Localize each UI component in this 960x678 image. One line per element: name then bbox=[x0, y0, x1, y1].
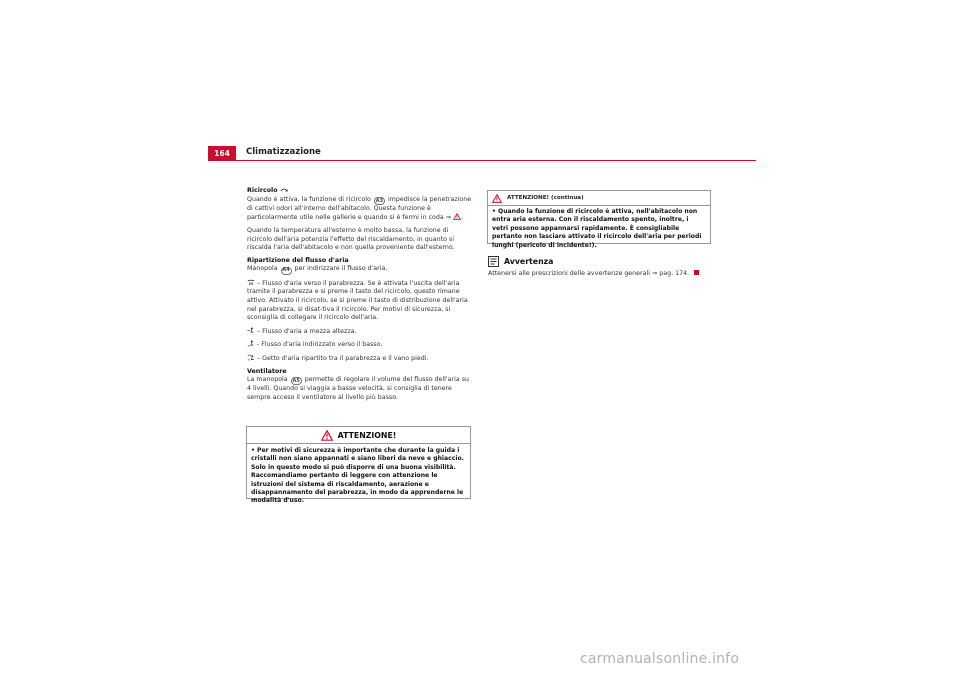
warning-continued-box bbox=[487, 190, 711, 249]
warning-triangle-icon bbox=[321, 430, 333, 441]
ricircolo-title: Ricircolo bbox=[247, 187, 278, 194]
footwell-airflow-icon bbox=[247, 340, 255, 347]
mid-height-airflow-icon bbox=[247, 327, 255, 334]
note-title: Avvertenza bbox=[504, 257, 554, 266]
airflow-item-down-text: - Flusso d'aria indirizzato verso il basso. bbox=[257, 341, 383, 349]
note-paragraph bbox=[488, 270, 728, 277]
warning-header bbox=[247, 427, 470, 444]
chapter-title: Climatizzazione bbox=[246, 147, 321, 157]
airflow-item-windshield bbox=[247, 279, 473, 323]
ricircolo-p1-b: impedisce la penetrazione di cattivi odori all'interno dell'abitacolo. Questa funzione è particolarmente utile nelle gallerie e quando si è fermi in coda ⇒ bbox=[247, 195, 472, 222]
note-icon bbox=[488, 256, 499, 267]
airflow-item-windshield-text: – Flusso d'aria verso il parabrezza. Se è attivata l'uscita dell'aria tramite il parabrezza e si preme il tasto del ricircolo, questo rimane attivo. Attivato il ricircolo, se si preme il tasto di distribuzione dell'aria nel parabrezza, si disat-tiva il ricircolo. Per motivi di sicurezza, si sconsiglia di collegare il ricircolo dell'aria. bbox=[247, 279, 468, 322]
warning-box bbox=[246, 426, 471, 505]
warning-continued-header bbox=[488, 191, 710, 206]
note-text: Attenersi alle prescrizioni delle avvertenze generali ⇒ pag. 174. bbox=[488, 270, 690, 277]
ricircolo-p1-a: Quando è attiva, la funzione di ricircolo bbox=[247, 195, 371, 203]
recirculation-icon bbox=[280, 186, 288, 193]
ventilatore-p-b: permette di regolare il volume del flusso dell'aria su 4 livelli. Quando si viaggia a basse velocità, si consiglia di tenere sempre acceso il ventilatore al livello più basso. bbox=[247, 376, 469, 401]
watermark: carmanualsonline.info bbox=[580, 651, 740, 667]
ripartizione-p-b: per indirizzare il flusso d'aria. bbox=[294, 265, 388, 273]
airflow-item-split-text: – Getto d'aria ripartito tra il parabrezza e il vano piedi. bbox=[257, 354, 429, 362]
ref-a3: A3 bbox=[375, 197, 384, 204]
windshield-footwell-airflow-icon bbox=[247, 354, 255, 361]
airflow-item-mid-text: – Flusso d'aria a mezza altezza. bbox=[257, 327, 357, 335]
windshield-airflow-icon bbox=[247, 279, 255, 286]
header-rule bbox=[208, 160, 756, 161]
ventilatore-title: Ventilatore bbox=[247, 367, 287, 375]
ventilatore-paragraph bbox=[247, 376, 473, 402]
ripartizione-paragraph bbox=[247, 265, 473, 274]
warning-continued-body bbox=[488, 206, 710, 253]
warning-body bbox=[247, 444, 470, 509]
warning-bullet: • bbox=[251, 447, 255, 454]
ricircolo-paragraph-1: Quando è attiva, la funzione di ricircolo A3 impedisce la penetrazione di cattivi odori all'interno dell'abitacolo. Questa funzione è particolarmente utile nelle gallerie e quando si è fermi in coda ⇒ . bbox=[247, 195, 472, 222]
left-column bbox=[247, 186, 473, 407]
airflow-item-split bbox=[247, 354, 473, 364]
ripartizione-title: Ripartizione del flusso d'aria bbox=[247, 256, 349, 264]
note-heading bbox=[488, 256, 553, 267]
ref-a5: A5 bbox=[292, 378, 300, 385]
warning-title: ATTENZIONE! bbox=[337, 430, 397, 440]
warning-continued-text: Quando la funzione di ricircolo è attiva, nell'abitacolo non entra aria esterna. Con il riscaldamento spento, inoltre, i vetri possono appannarsi rapidamente. È consigliabile pertanto non lasciare attivato il ricircolo dell'aria per periodi lunghi (pericolo di incidente!). bbox=[492, 208, 702, 249]
section-end-marker bbox=[694, 270, 699, 275]
ref-a4: A4 bbox=[282, 267, 290, 274]
ripartizione-p-a: Manopola bbox=[247, 265, 278, 273]
warning-text: Per motivi di sicurezza è importante che durante la guida i cristalli non siano appannati e siano liberi da neve e ghiaccio. Solo in questo modo si può disporre di una buona visibilità. Raccomandiamo pertanto di leggere con attenzione le istruzioni del sistema di riscaldamento, aerazione e disappannamento del parabrezza, in modo da apprenderne le modalità d'uso. bbox=[251, 447, 464, 505]
page-number: 164 bbox=[208, 146, 236, 161]
warning-continued-title: ATTENZIONE! (continua) bbox=[507, 195, 584, 201]
ricircolo-heading bbox=[247, 186, 473, 196]
airflow-item-down bbox=[247, 340, 473, 350]
airflow-item-mid bbox=[247, 327, 473, 337]
warning-triangle-icon bbox=[453, 213, 461, 220]
ricircolo-paragraph-2: Quando la temperatura all'esterno è molto bassa, la funzione di ricircolo dell'aria potenzia l'effetto del riscaldamento, in quanto si riscalda l'aria dell'abitacolo e non quella proveniente dall'esterno. bbox=[247, 227, 455, 252]
warning-triangle-icon bbox=[492, 194, 502, 203]
warning-continued-bullet: • bbox=[492, 208, 496, 215]
ventilatore-p-a: La manopola bbox=[247, 376, 288, 384]
